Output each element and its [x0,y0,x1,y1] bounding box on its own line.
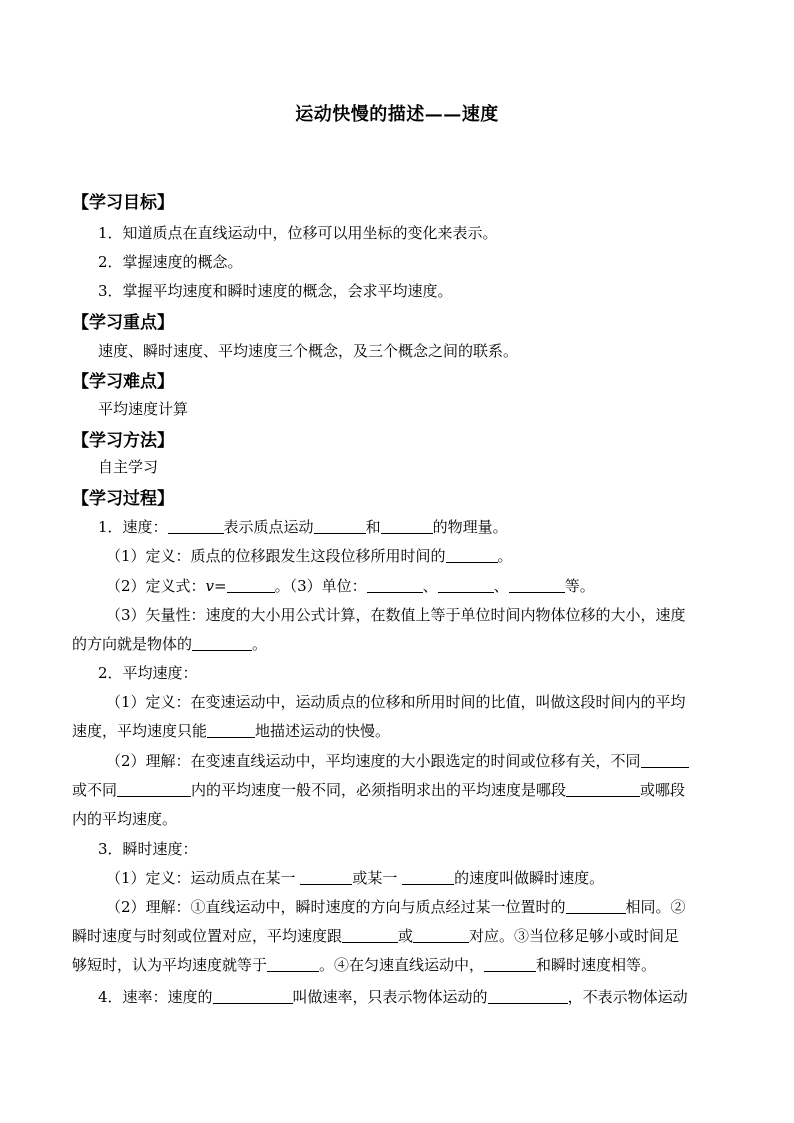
process-heading: 【学习过程】 [72,489,174,509]
difficulty-text: 平均速度计算 [98,400,189,418]
average-speed-understanding-1 [106,750,766,771]
text-span: 和瞬时速度相等。 [536,956,657,974]
text-span: （1）定义：质点的位移跟发生这段位移所用时间的 [106,547,446,565]
text-span: 的速度叫做瞬时速度。 [454,869,605,887]
text-span: 4．速率：速度的 [98,988,213,1006]
text-span: 。 [497,547,513,565]
text-span: 、 [422,577,438,595]
speed-formula-line [106,575,766,596]
speed-vector-line-1: （3）矢量性：速度的大小用公式计算，在数值上等于单位时间内物体位移的大小，速度 [106,606,686,624]
average-speed-understanding-3: 内的平均速度。 [72,810,178,828]
rate-line [98,986,758,1007]
text-span: 瞬时速度与时刻或位置对应，平均速度跟 [72,927,343,945]
fill-blank[interactable] [641,753,689,768]
text-span: 或哪段 [640,781,686,799]
text-span: 表示质点运动 [223,518,314,536]
text-span: （2）理解：在变速直线运动中，平均速度的大小跟选定的时间或位移有关，不同 [106,752,641,770]
fill-blank[interactable] [192,636,252,651]
text-span: 和 [365,518,381,536]
text-span: 或 [398,927,414,945]
text-span: 对应。③当位移足够小或时间足 [469,927,680,945]
fill-blank[interactable] [367,578,423,593]
fill-blank[interactable] [484,957,536,972]
text-span: 或不同 [72,781,118,799]
fill-blank[interactable] [566,899,626,914]
instant-speed-understanding-1 [106,896,766,917]
goal-item-2: 2．掌握速度的概念。 [98,253,243,271]
text-span: 或某一 [352,869,398,887]
fill-blank[interactable] [402,870,454,885]
fill-blank[interactable] [446,548,498,563]
fill-blank[interactable] [207,723,255,738]
average-speed-definition-1: （1）定义：在变速运动中，运动质点的位移和所用时间的比值，叫做这段时间内的平均 [106,693,686,711]
average-speed-understanding-2 [72,779,732,800]
key-text: 速度、瞬时速度、平均速度三个概念，及三个概念之间的联系。 [98,342,519,360]
fill-blank[interactable] [438,578,494,593]
fill-blank[interactable] [314,519,366,534]
text-span: 内的平均速度一般不同，必须指明求出的平均速度是哪段 [191,781,567,799]
text-span: 、 [493,577,509,595]
instant-speed-understanding-3 [72,954,732,975]
goals-heading: 【学习目标】 [72,193,174,213]
average-speed-definition-2 [72,720,732,741]
fill-blank[interactable] [213,989,293,1004]
fill-blank[interactable] [117,782,191,797]
difficulty-heading: 【学习难点】 [72,372,174,392]
fill-blank[interactable] [342,928,398,943]
speed-vector-line-2 [72,633,732,654]
speed-line [98,516,758,537]
text-span: 的方向就是物体的 [72,635,193,653]
document-title: 运动快慢的描述——速度 [295,104,499,125]
velocity-symbol: v [205,577,215,595]
fill-blank[interactable] [381,519,433,534]
text-span: = [214,577,227,595]
text-span: 地描述运动的快慢。 [255,722,391,740]
instant-speed-understanding-2 [72,925,732,946]
fill-blank[interactable] [566,782,640,797]
instant-speed-definition [106,867,766,888]
fill-blank[interactable] [300,870,352,885]
fill-blank[interactable] [168,519,224,534]
fill-blank[interactable] [509,578,565,593]
text-span: 等。 [564,577,595,595]
method-text: 自主学习 [98,458,159,476]
average-speed-heading: 2．平均速度： [98,664,198,682]
speed-definition-line [106,545,766,566]
text-span: 。 [252,635,268,653]
fill-blank[interactable] [413,928,469,943]
text-span: 的物理量。 [432,518,508,536]
instant-speed-heading: 3．瞬时速度： [98,840,198,858]
speed-label: 1．速度： [98,518,168,536]
fill-blank[interactable] [227,578,275,593]
text-span: （2）理解：①直线运动中，瞬时速度的方向与质点经过某一位置时的 [106,898,566,916]
text-span: 。④在匀速直线运动中， [319,956,485,974]
method-heading: 【学习方法】 [72,431,174,451]
goal-item-3: 3．掌握平均速度和瞬时速度的概念，会求平均速度。 [98,282,453,300]
key-heading: 【学习重点】 [72,313,174,333]
text-span: 叫做速率，只表示物体运动的 [292,988,488,1006]
text-span: 。（3）单位： [274,577,367,595]
text-span: ，不表示物体运动 [567,988,688,1006]
text-span: 相同。② [625,898,686,916]
text-span: 够短时，认为平均速度就等于 [72,956,268,974]
text-span: （1）定义：运动质点在某一 [106,869,296,887]
fill-blank[interactable] [267,957,319,972]
goal-item-1: 1．知道质点在直线运动中，位移可以用坐标的变化来表示。 [98,224,498,242]
text-span: （2）定义式： [106,577,206,595]
text-span: 速度，平均速度只能 [72,722,208,740]
fill-blank[interactable] [488,989,568,1004]
